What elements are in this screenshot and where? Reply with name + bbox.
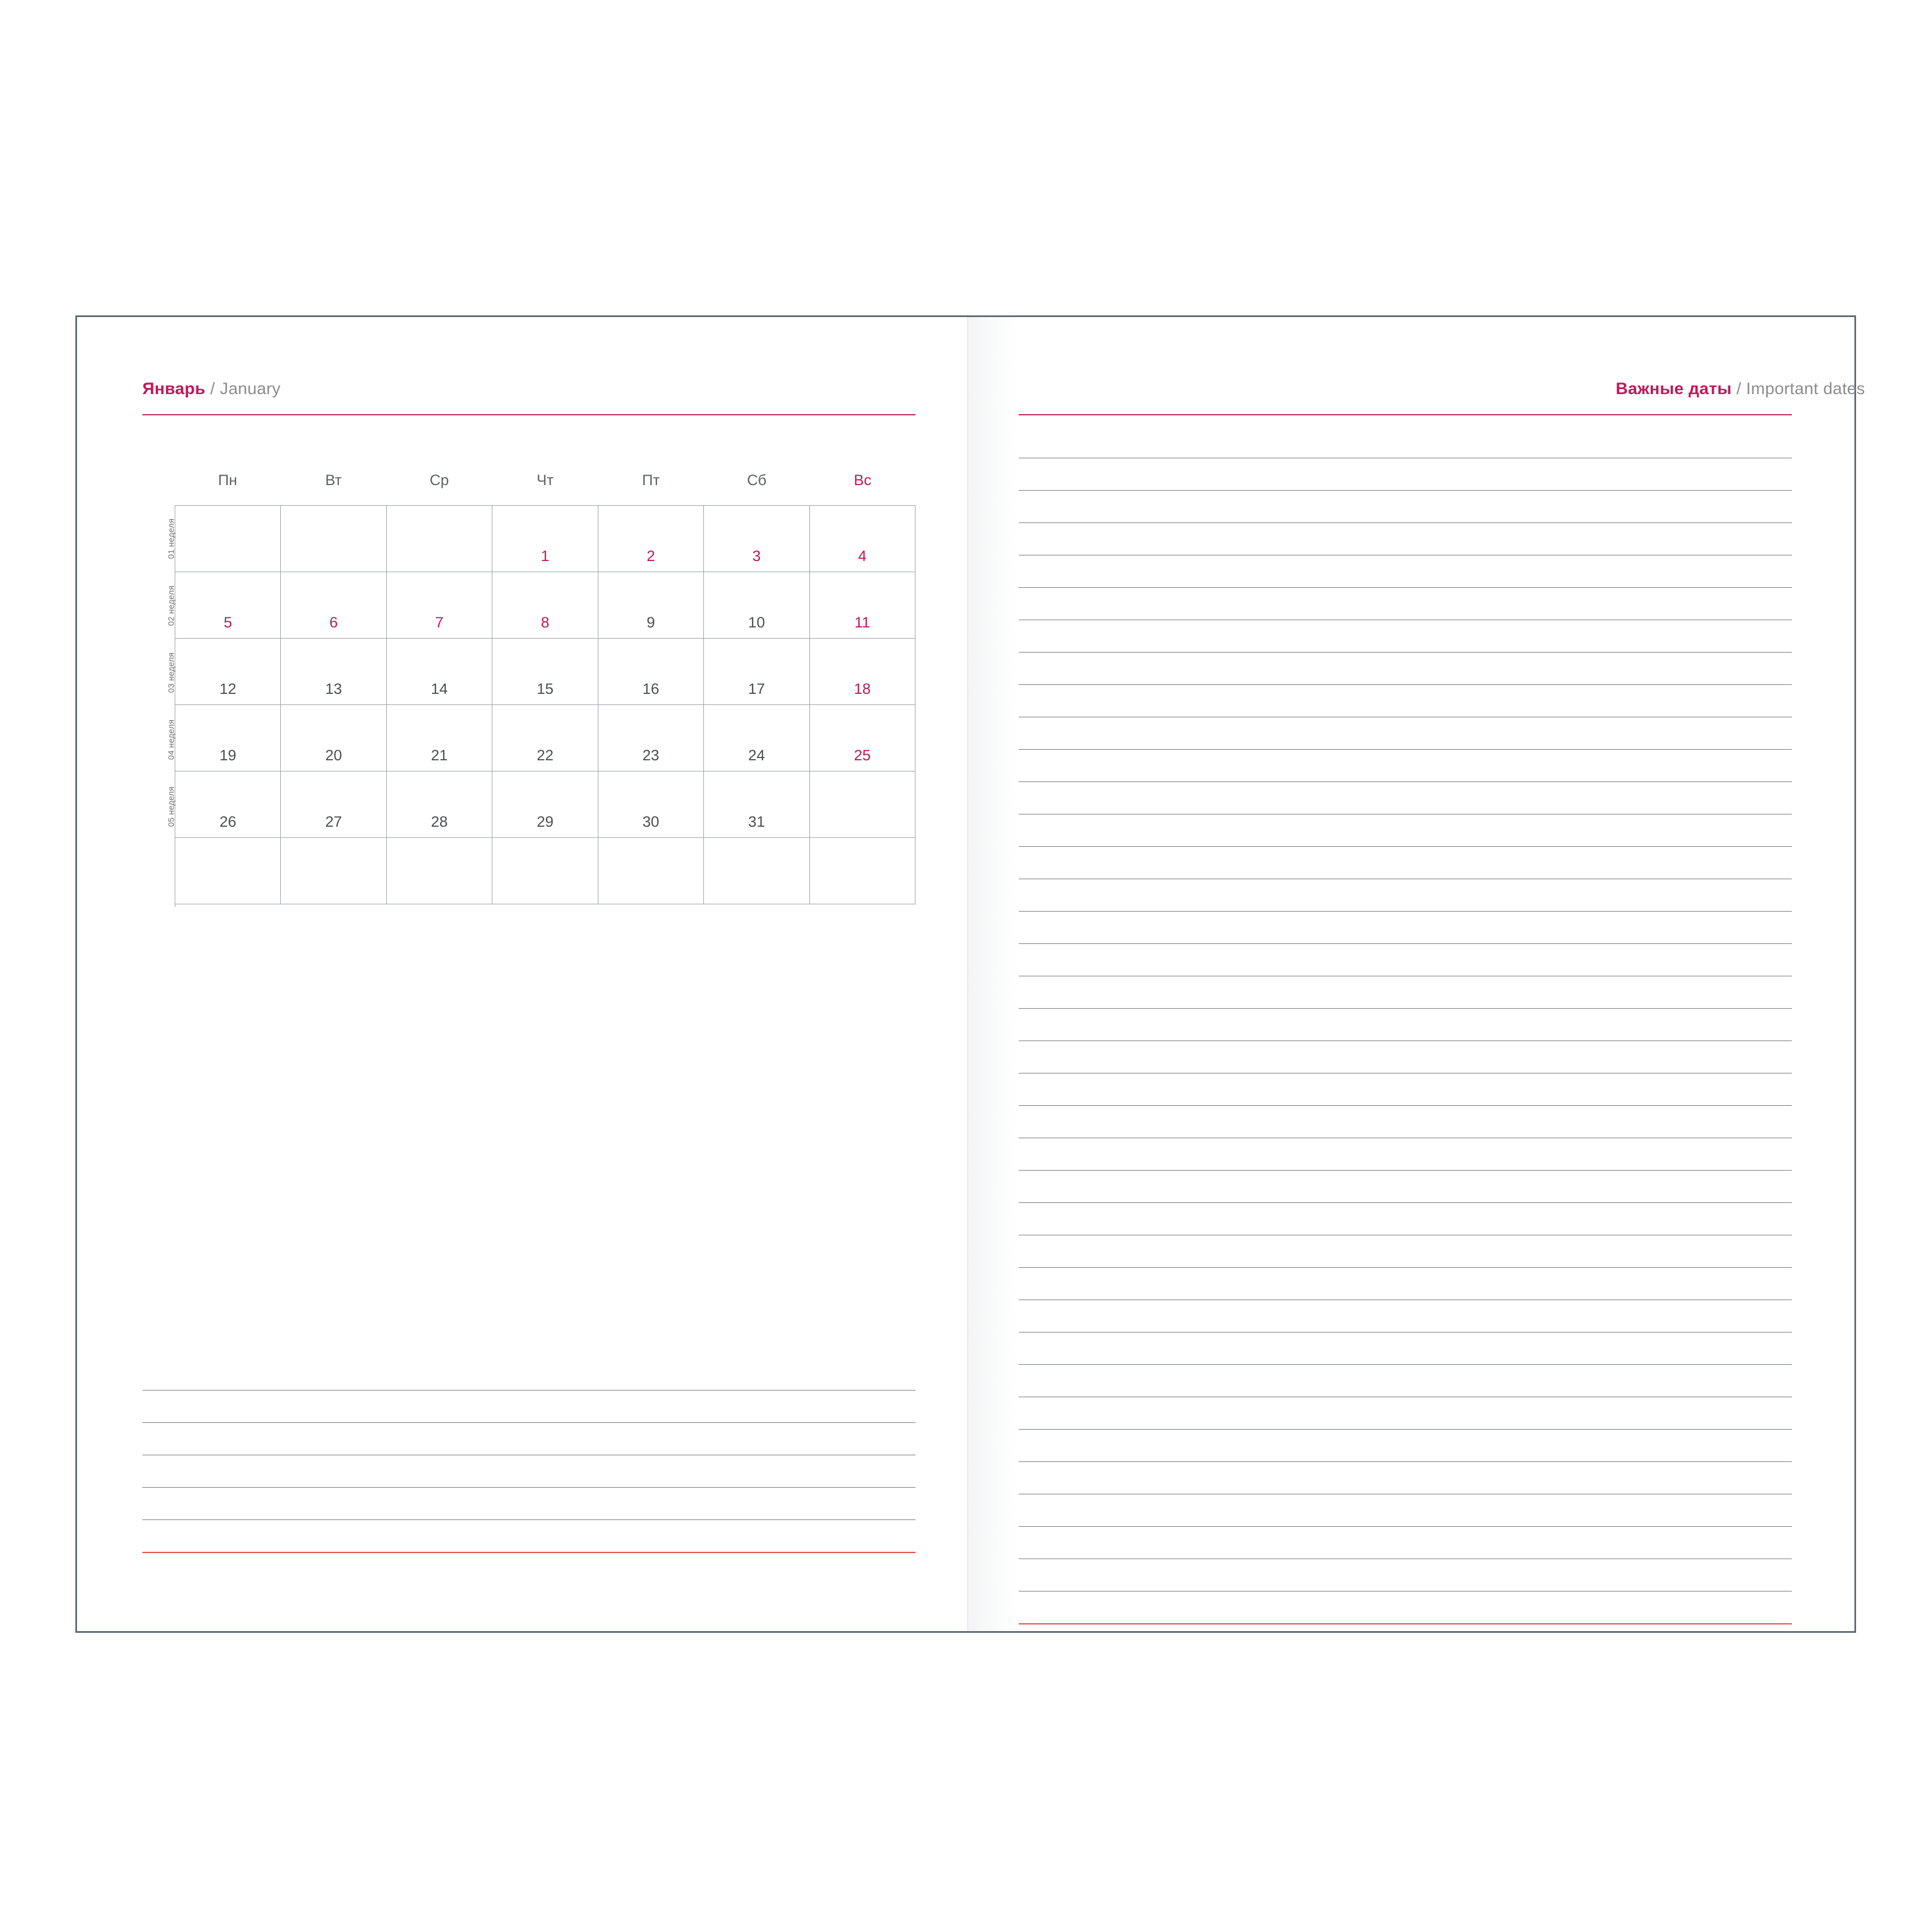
calendar-week-row <box>175 506 915 572</box>
right-note-writing-row[interactable] <box>1019 491 1792 522</box>
week-label-5: 05 неделя <box>166 786 176 827</box>
week-label-2: 02 неделя <box>166 585 176 626</box>
right-note-writing-row[interactable] <box>1019 1462 1792 1494</box>
calendar-day-cell[interactable] <box>810 572 915 639</box>
right-note-line <box>1019 1623 1792 1624</box>
right-note-writing-row[interactable] <box>1019 1041 1792 1073</box>
calendar-day-number: 9 <box>646 614 655 631</box>
calendar-empty-cell[interactable] <box>704 838 809 904</box>
right-note-writing-row[interactable] <box>1019 555 1792 587</box>
calendar-day-cell[interactable] <box>175 771 281 838</box>
calendar-empty-cell[interactable] <box>810 838 915 904</box>
right-note-writing-row[interactable] <box>1019 1430 1792 1461</box>
calendar-day-number: 27 <box>325 813 342 830</box>
month-title-ru: Январь <box>142 380 205 398</box>
right-note-writing-row[interactable] <box>1019 782 1792 814</box>
calendar-week-row <box>175 705 915 771</box>
left-note-writing-row[interactable] <box>142 1520 915 1552</box>
calendar-day-cell[interactable] <box>281 771 386 838</box>
important-dates-title-ru: Важные даты <box>1615 380 1732 398</box>
right-page-note-lines[interactable] <box>1019 458 1792 1624</box>
right-note-writing-row[interactable] <box>1019 1009 1792 1041</box>
right-note-writing-row[interactable] <box>1019 814 1792 846</box>
left-note-writing-row[interactable] <box>142 1488 915 1519</box>
calendar-day-number: 31 <box>748 813 765 830</box>
calendar-day-number: 3 <box>752 548 761 564</box>
right-note-writing-row[interactable] <box>1019 1235 1792 1267</box>
right-note-writing-row[interactable] <box>1019 847 1792 879</box>
weekday-header-чт: Чт <box>536 472 554 488</box>
calendar-day-number: 14 <box>431 680 448 697</box>
right-note-writing-row[interactable] <box>1019 1527 1792 1559</box>
calendar-day-cell[interactable] <box>492 771 598 838</box>
left-note-line <box>142 1552 915 1553</box>
calendar-day-number: 23 <box>642 747 659 764</box>
right-note-writing-row[interactable] <box>1019 1268 1792 1300</box>
right-note-writing-row[interactable] <box>1019 620 1792 652</box>
calendar-day-number: 29 <box>536 813 554 830</box>
calendar-day-number: 8 <box>540 614 549 631</box>
calendar-day-cell[interactable] <box>492 572 598 639</box>
calendar-day-cell[interactable] <box>810 705 915 771</box>
right-note-writing-row[interactable] <box>1019 1332 1792 1364</box>
calendar-day-cell[interactable] <box>175 639 281 705</box>
calendar-day-number: 16 <box>642 680 659 697</box>
weekday-header-ср: Ср <box>429 472 449 488</box>
calendar-day-cell[interactable] <box>175 705 281 771</box>
right-note-writing-row[interactable] <box>1019 523 1792 555</box>
calendar-day-cell[interactable] <box>387 771 492 838</box>
calendar-day-number: 28 <box>431 813 448 830</box>
calendar-day-cell[interactable] <box>387 705 492 771</box>
right-note-writing-row[interactable] <box>1019 653 1792 684</box>
week-label-3: 03 неделя <box>166 652 176 693</box>
important-dates-title-separator: / <box>1732 380 1747 398</box>
month-title-separator: / <box>205 380 220 398</box>
calendar-day-number: 30 <box>642 813 659 830</box>
calendar-empty-cell[interactable] <box>492 838 598 904</box>
calendar-day-number: 25 <box>854 747 871 764</box>
right-note-writing-row[interactable] <box>1019 1365 1792 1397</box>
weekday-header-пн: Пн <box>218 472 237 488</box>
weekday-header-row <box>175 472 915 501</box>
calendar-empty-cell[interactable] <box>387 838 492 904</box>
right-note-writing-row[interactable] <box>1019 912 1792 943</box>
right-note-writing-row[interactable] <box>1019 1106 1792 1138</box>
calendar-day-cell[interactable] <box>492 705 598 771</box>
calendar-empty-cell[interactable] <box>281 506 386 572</box>
right-note-writing-row[interactable] <box>1019 1138 1792 1170</box>
right-note-writing-row[interactable] <box>1019 1073 1792 1105</box>
week-label-6 <box>167 840 175 907</box>
calendar-day-number: 20 <box>325 747 342 764</box>
calendar-day-number: 18 <box>854 680 871 697</box>
month-title-en: January <box>219 380 281 398</box>
calendar-week-row <box>175 572 915 639</box>
month-title <box>142 380 281 399</box>
calendar-empty-cell[interactable] <box>175 838 281 904</box>
month-title-rule <box>142 414 915 415</box>
important-dates-title <box>1615 380 1865 399</box>
right-note-writing-row[interactable] <box>1019 588 1792 620</box>
calendar-day-cell[interactable] <box>598 705 704 771</box>
right-note-writing-row[interactable] <box>1019 685 1792 717</box>
right-note-writing-row[interactable] <box>1019 1559 1792 1591</box>
right-note-writing-row[interactable] <box>1019 717 1792 749</box>
calendar-day-cell[interactable] <box>492 506 598 572</box>
right-note-writing-row[interactable] <box>1019 1300 1792 1332</box>
calendar-empty-cell[interactable] <box>175 506 281 572</box>
weekday-header-пт: Пт <box>642 472 660 488</box>
calendar-day-number: 21 <box>431 747 448 764</box>
calendar-day-number: 5 <box>223 614 232 631</box>
weekday-header-вт: Вт <box>325 472 342 488</box>
important-dates-title-rule <box>1019 414 1792 415</box>
right-note-writing-row[interactable] <box>1019 879 1792 911</box>
calendar-day-number: 10 <box>748 614 765 631</box>
calendar-day-cell[interactable] <box>704 771 809 838</box>
calendar-day-number: 6 <box>329 614 338 631</box>
calendar-day-cell[interactable] <box>281 572 386 639</box>
calendar-empty-cell[interactable] <box>281 838 386 904</box>
calendar-day-number: 26 <box>219 813 237 830</box>
calendar-day-cell[interactable] <box>704 572 809 639</box>
right-note-writing-row[interactable] <box>1019 1494 1792 1526</box>
important-dates-title-en: Important dates <box>1746 380 1865 398</box>
calendar-day-cell[interactable] <box>598 506 704 572</box>
calendar-day-number: 22 <box>536 747 554 764</box>
calendar-empty-cell[interactable] <box>810 771 915 838</box>
calendar-week-row <box>175 838 915 904</box>
calendar-day-number: 4 <box>858 548 867 564</box>
calendar-day-cell[interactable] <box>598 639 704 705</box>
left-note-writing-row[interactable] <box>142 1423 915 1455</box>
calendar-day-cell[interactable] <box>704 506 809 572</box>
calendar-day-cell[interactable] <box>704 639 809 705</box>
calendar-day-number: 15 <box>536 680 554 697</box>
weekday-header-вс: Вс <box>854 472 872 488</box>
calendar-day-cell[interactable] <box>492 639 598 705</box>
calendar-day-cell[interactable] <box>598 572 704 639</box>
right-note-writing-row[interactable] <box>1019 1203 1792 1235</box>
calendar-day-number: 1 <box>540 548 549 564</box>
week-label-1: 01 неделя <box>166 518 176 559</box>
right-note-writing-row[interactable] <box>1019 458 1792 490</box>
calendar-day-number: 2 <box>646 548 655 564</box>
calendar-day-cell[interactable] <box>810 506 915 572</box>
calendar-day-number: 12 <box>219 680 237 697</box>
right-note-writing-row[interactable] <box>1019 1171 1792 1202</box>
calendar-grid <box>167 505 915 907</box>
calendar-day-cell[interactable] <box>387 572 492 639</box>
calendar-week-row <box>175 771 915 838</box>
calendar-day-number: 24 <box>748 747 765 764</box>
right-note-writing-row[interactable] <box>1019 750 1792 782</box>
right-note-writing-row[interactable] <box>1019 1397 1792 1429</box>
calendar-day-cell[interactable] <box>281 705 386 771</box>
week-label-4: 04 неделя <box>166 719 176 760</box>
right-note-writing-row[interactable] <box>1019 944 1792 976</box>
right-note-writing-row[interactable] <box>1019 976 1792 1008</box>
calendar-day-number: 13 <box>325 680 342 697</box>
left-note-writing-row[interactable] <box>142 1391 915 1422</box>
calendar-empty-cell[interactable] <box>387 506 492 572</box>
calendar-weeks <box>175 505 915 907</box>
calendar-day-cell[interactable] <box>387 639 492 705</box>
calendar-day-number: 19 <box>219 747 237 764</box>
calendar-day-number: 11 <box>854 614 870 631</box>
calendar-day-number: 7 <box>435 614 444 631</box>
weekday-header-сб: Сб <box>747 472 767 488</box>
calendar-day-cell[interactable] <box>281 639 386 705</box>
week-label-strip <box>167 505 175 907</box>
calendar-day-number: 17 <box>748 680 765 697</box>
calendar-day-cell[interactable] <box>810 639 915 705</box>
calendar-day-cell[interactable] <box>175 572 281 639</box>
left-note-writing-row[interactable] <box>142 1455 915 1487</box>
left-page-note-lines[interactable] <box>142 1390 915 1553</box>
month-calendar <box>167 472 915 907</box>
calendar-empty-cell[interactable] <box>598 838 704 904</box>
calendar-day-cell[interactable] <box>704 705 809 771</box>
calendar-day-cell[interactable] <box>598 771 704 838</box>
calendar-week-row <box>175 639 915 705</box>
right-note-writing-row[interactable] <box>1019 1591 1792 1623</box>
